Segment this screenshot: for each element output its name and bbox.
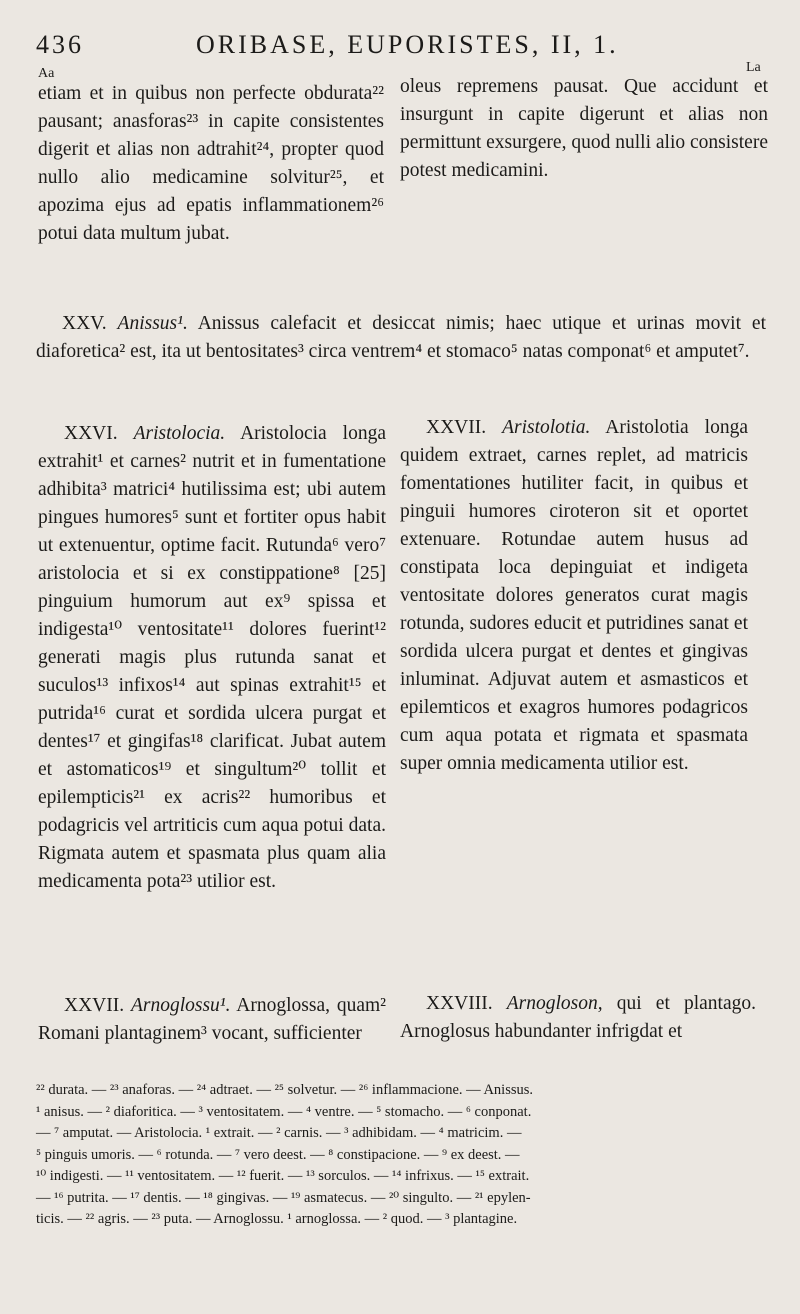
chapter-27-text: Aristolotia longa quidem extraet, carnes replet, ad matricis fomentationes hutiliter facit, in quibus et pinguii humores ciroteron sit et oportet extenuare. Rotundae autem husus ad constipata loca depinguiat et indigeta ventositate dolores generatos curat magis rotunda, sudores educit et putridines sanat et sordida ulcera purgat et dentes et gingivas inluminat. Adjuvat autem et asmasticos et epilemticos et exagros humores podagricos cum aqua potata et rigmata et spasmata super omnia medicamenta utilior est. — [400, 417, 748, 774]
left-margin-siglum: Aa — [38, 66, 55, 81]
top-right-text: oleus repremens pausat. Que accidunt et insurgunt in capite digerunt et alias non permittunt exsurgere, quod nulli alio consistere potest medicamini. — [400, 76, 768, 181]
chapter-26-number: XXVI. — [64, 423, 118, 444]
footnote-line: ¹ anisus. — ² diaforitica. — ³ ventositatem. — ⁴ ventre. — ⁵ stomacho. — ⁶ conponat. — [36, 1103, 532, 1120]
running-header — [36, 30, 776, 70]
chapter-27-heading: Aristolotia. — [502, 417, 591, 438]
top-left-text: etiam et in quibus non perfecte obdurata²² pausant; anasforas²³ in capite consistentes digerit et alias non adtrahit²⁴, propter quod nullo alio medicamine solvitur²⁵, et apozima ejus ad epatis inflammationem²⁶ potui data multum jubat. — [38, 83, 384, 244]
chapter-27-number: XXVII. — [426, 417, 487, 438]
chapter-28 — [400, 990, 756, 1046]
footnote-line: ¹⁰ indigesti. — ¹¹ ventositatem. — ¹² fuerit. — ¹³ sorculos. — ¹⁴ infrixus. — ¹⁵ extrait. — [36, 1168, 530, 1184]
footnote-line: — ⁷ amputat. — Aristolocia. ¹ extrait. — ² carnis. — ³ adhibidam. — ⁴ matricim. — — [36, 1125, 522, 1141]
chapter-28-number: XXVIII. — [426, 993, 493, 1014]
footnote-line: ⁵ pinguis umoris. — ⁶ rotunda. — ⁷ vero deest. — ⁸ constipacione. — ⁹ ex deest. — — [36, 1146, 520, 1163]
top-right-column — [400, 73, 768, 185]
chapter-27-left-number: XXVII. — [64, 995, 125, 1016]
top-left-column — [38, 80, 384, 248]
chapter-26-heading: Aristolocia. — [133, 423, 226, 444]
page-number: 436 — [36, 30, 84, 59]
footnotes — [36, 1080, 766, 1231]
chapter-27-left-heading: Arnoglossu¹. — [130, 995, 231, 1016]
chapter-28-heading: Arnogloson, — [506, 993, 603, 1014]
running-title: ORIBASE, EUPORISTES, II, 1. — [196, 30, 619, 59]
chapter-25 — [36, 310, 766, 366]
chapter-25-number: XXV. — [62, 313, 107, 334]
chapter-28-text: qui et plantago. Arnoglosus habundanter infrigdat et — [400, 993, 757, 1042]
right-margin-siglum: La — [746, 60, 761, 75]
chapter-25-text: Anissus calefacit et desiccat nimis; haec utique et urinas movit et diaforetica² est, ita ut bentositates³ circa ventrem⁴ et stomaco⁵ natas componat⁶ et amputet⁷. — [36, 313, 766, 362]
chapter-27-left — [38, 992, 386, 1048]
chapter-26 — [38, 420, 386, 896]
chapter-27-left-text: Arnoglossa, quam² Romani plantaginem³ vocant, sufficienter — [38, 995, 387, 1044]
footnote-line: ticis. — ²² agris. — ²³ puta. — Arnoglossu. ¹ arnoglossa. — ² quod. — ³ plantagine. — [36, 1211, 518, 1227]
chapter-27 — [400, 414, 748, 778]
chapter-25-heading: Anissus¹. — [117, 313, 188, 334]
footnote-line: ²² durata. — ²³ anaforas. — ²⁴ adtraet. — ²⁵ solvetur. — ²⁶ inflammacione. — Anissus. — [36, 1082, 534, 1098]
chapter-26-text: Aristolocia longa extrahit¹ et carnes² nutrit et in fumentatione adhibita³ matrici⁴ hutilissima est; ubi autem pingues humores⁵ sunt et fortiter opus habit ut extenuentur, optime facit. Rutunda⁶ vero⁷ aristolocia et si ex constippatione⁸ [25] pinguium humorum aut ex⁹ spissa et indigesta¹⁰ ventositate¹¹ dolores fuerint¹² generati magis plus rutunda sanat et suculos¹³ infixos¹⁴ aut spinas extrahit¹⁵ et putrida¹⁶ curat et sordida ulcera purgat et dentes¹⁷ et gingifas¹⁸ clarificat. Jubat autem et astomaticos¹⁹ et singultum²⁰ tollit et epilempticis²¹ ex acris²² humoribus et podagricis vel artriticis cum aqua potui data. Rigmata autem et spasmata plus quam alia medicamenta pota²³ utilior est. — [38, 423, 387, 892]
footnote-line: — ¹⁶ putrita. — ¹⁷ dentis. — ¹⁸ gingivas. — ¹⁹ asmatecus. — ²⁰ singulto. — ²¹ epylen- — [36, 1189, 531, 1206]
